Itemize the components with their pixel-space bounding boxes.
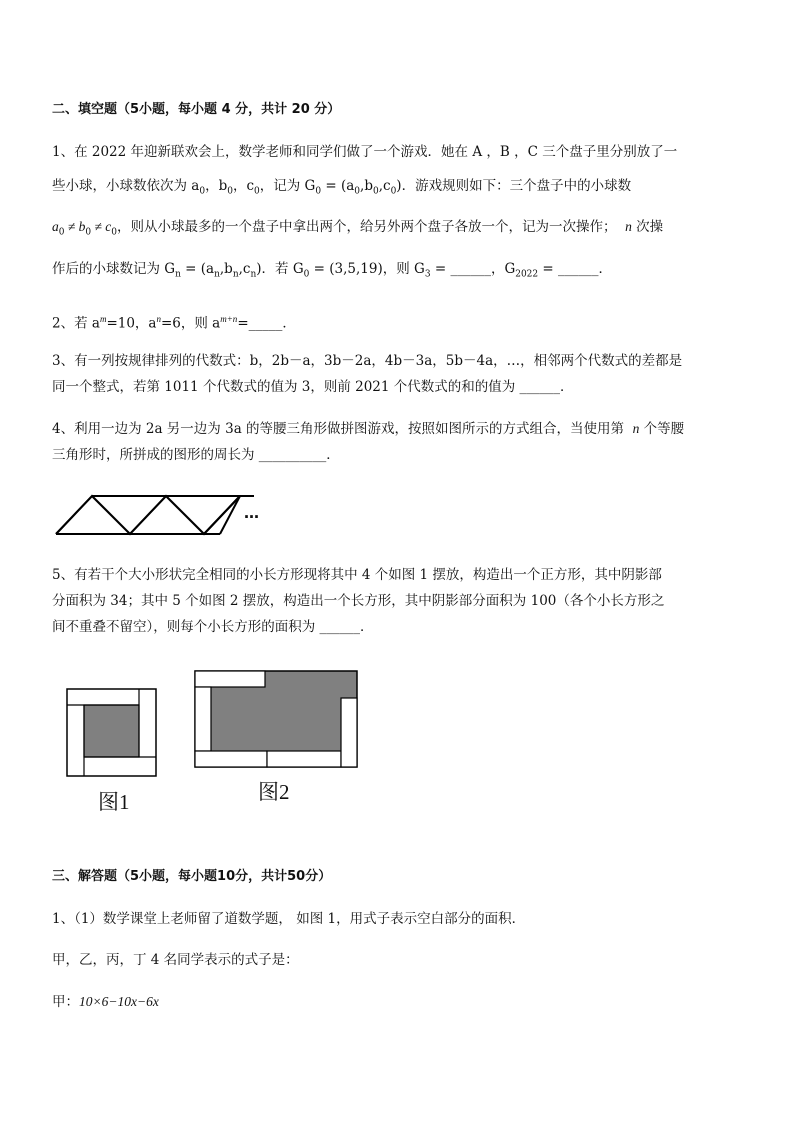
ellipsis: … — [244, 504, 259, 522]
section2-heading: 二、填空题（5小题，每小题 4 分，共计 20 分） — [52, 102, 341, 117]
q5-line3: 间不重叠不留空），则每个小长方形的面积为 ______． — [52, 619, 374, 635]
section3-heading: 三、解答题（5小题，每小题10分，共计50分） — [52, 869, 332, 884]
q1-line3: $a_0 \ne b_0 \ne c_0$，则从小球最多的一个盘子中拿出两个，给另外两个盘子各放一个，记为一次操作； n 次操 — [52, 219, 664, 238]
q1-line1: 1、在 2022 年迎新联欢会上，数学老师和同学们做了一个游戏．她在 A ，B ，C 三个盘子里分别放了一 — [52, 144, 678, 160]
fig2-rect-right — [341, 698, 357, 767]
figure-2-rectangle — [194, 670, 359, 769]
figure-2-caption: 图2 — [258, 780, 290, 804]
q4-line2: 三角形时，所拼成的图形的周长为 __________． — [52, 447, 340, 463]
q3-line2: 同一个整式，若第 1011 个代数式的值为 3，则前 2021 个代数式的和的值为 ______． — [52, 379, 574, 395]
figure-1-caption: 图1 — [98, 790, 130, 814]
q5-line1: 5、有若干个大小形状完全相同的小长方形现将其中 4 个如图 1 摆放，构造出一个正方形，其中阴影部 — [52, 567, 662, 583]
zigzag-edges — [56, 496, 240, 534]
triangle-strip-figure — [54, 494, 269, 540]
fig2-rect-bottom-left — [195, 751, 267, 767]
q1-line4: 作后的小球数记为 $G_n = (a_n,b_n,c_n)$．若 $G_0 = (3,5,19)$，则 $G_3$ = ______，$G_{2022}$ = ______． — [52, 261, 613, 280]
q5-line2: 分面积为 34；其中 5 个如图 2 摆放，构造出一个长方形，其中阴影部分面积为 100（各个小长方形之 — [52, 593, 665, 609]
fig2-rect-left — [195, 687, 211, 751]
s3-q1-line2: 甲，乙，丙，丁 4 名同学表示的式子是： — [52, 952, 299, 968]
q2-line: 2、若 $a^m=10$，$a^n=6$，则 $a^{m+n}=\_\_\_\_\_$． — [52, 314, 296, 332]
fig1-shaded-square — [84, 705, 139, 757]
q4-line1: 4、利用一边为 2a 另一边为 3a 的等腰三角形做拼图游戏，按照如图所示的方式组合，当使用第 n 个等腰 — [52, 421, 685, 437]
q1-line2: 些小球，小球数依次为 $a_0$，$b_0$，$c_0$，记为 $G_0 = (a_0,b_0,c_0)$．游戏规则如下：三个盘子中的小球数 — [52, 178, 632, 197]
figure-1-square — [66, 688, 158, 778]
q3-line1: 3、有一列按规律排列的代数式：b，2b－a，3b－2a，4b－3a，5b－4a，…，相邻两个代数式的差都是 — [52, 353, 683, 369]
s3-q1-line1: 1、（1）数学课堂上老师留了道数学题， 如图 1，用式子表示空白部分的面积． — [52, 911, 526, 927]
s3-q1-line3: 甲：10×6−10x−6x — [52, 994, 159, 1010]
fig2-rect-bottom-right — [267, 751, 341, 767]
fig2-rect-top — [195, 671, 265, 687]
